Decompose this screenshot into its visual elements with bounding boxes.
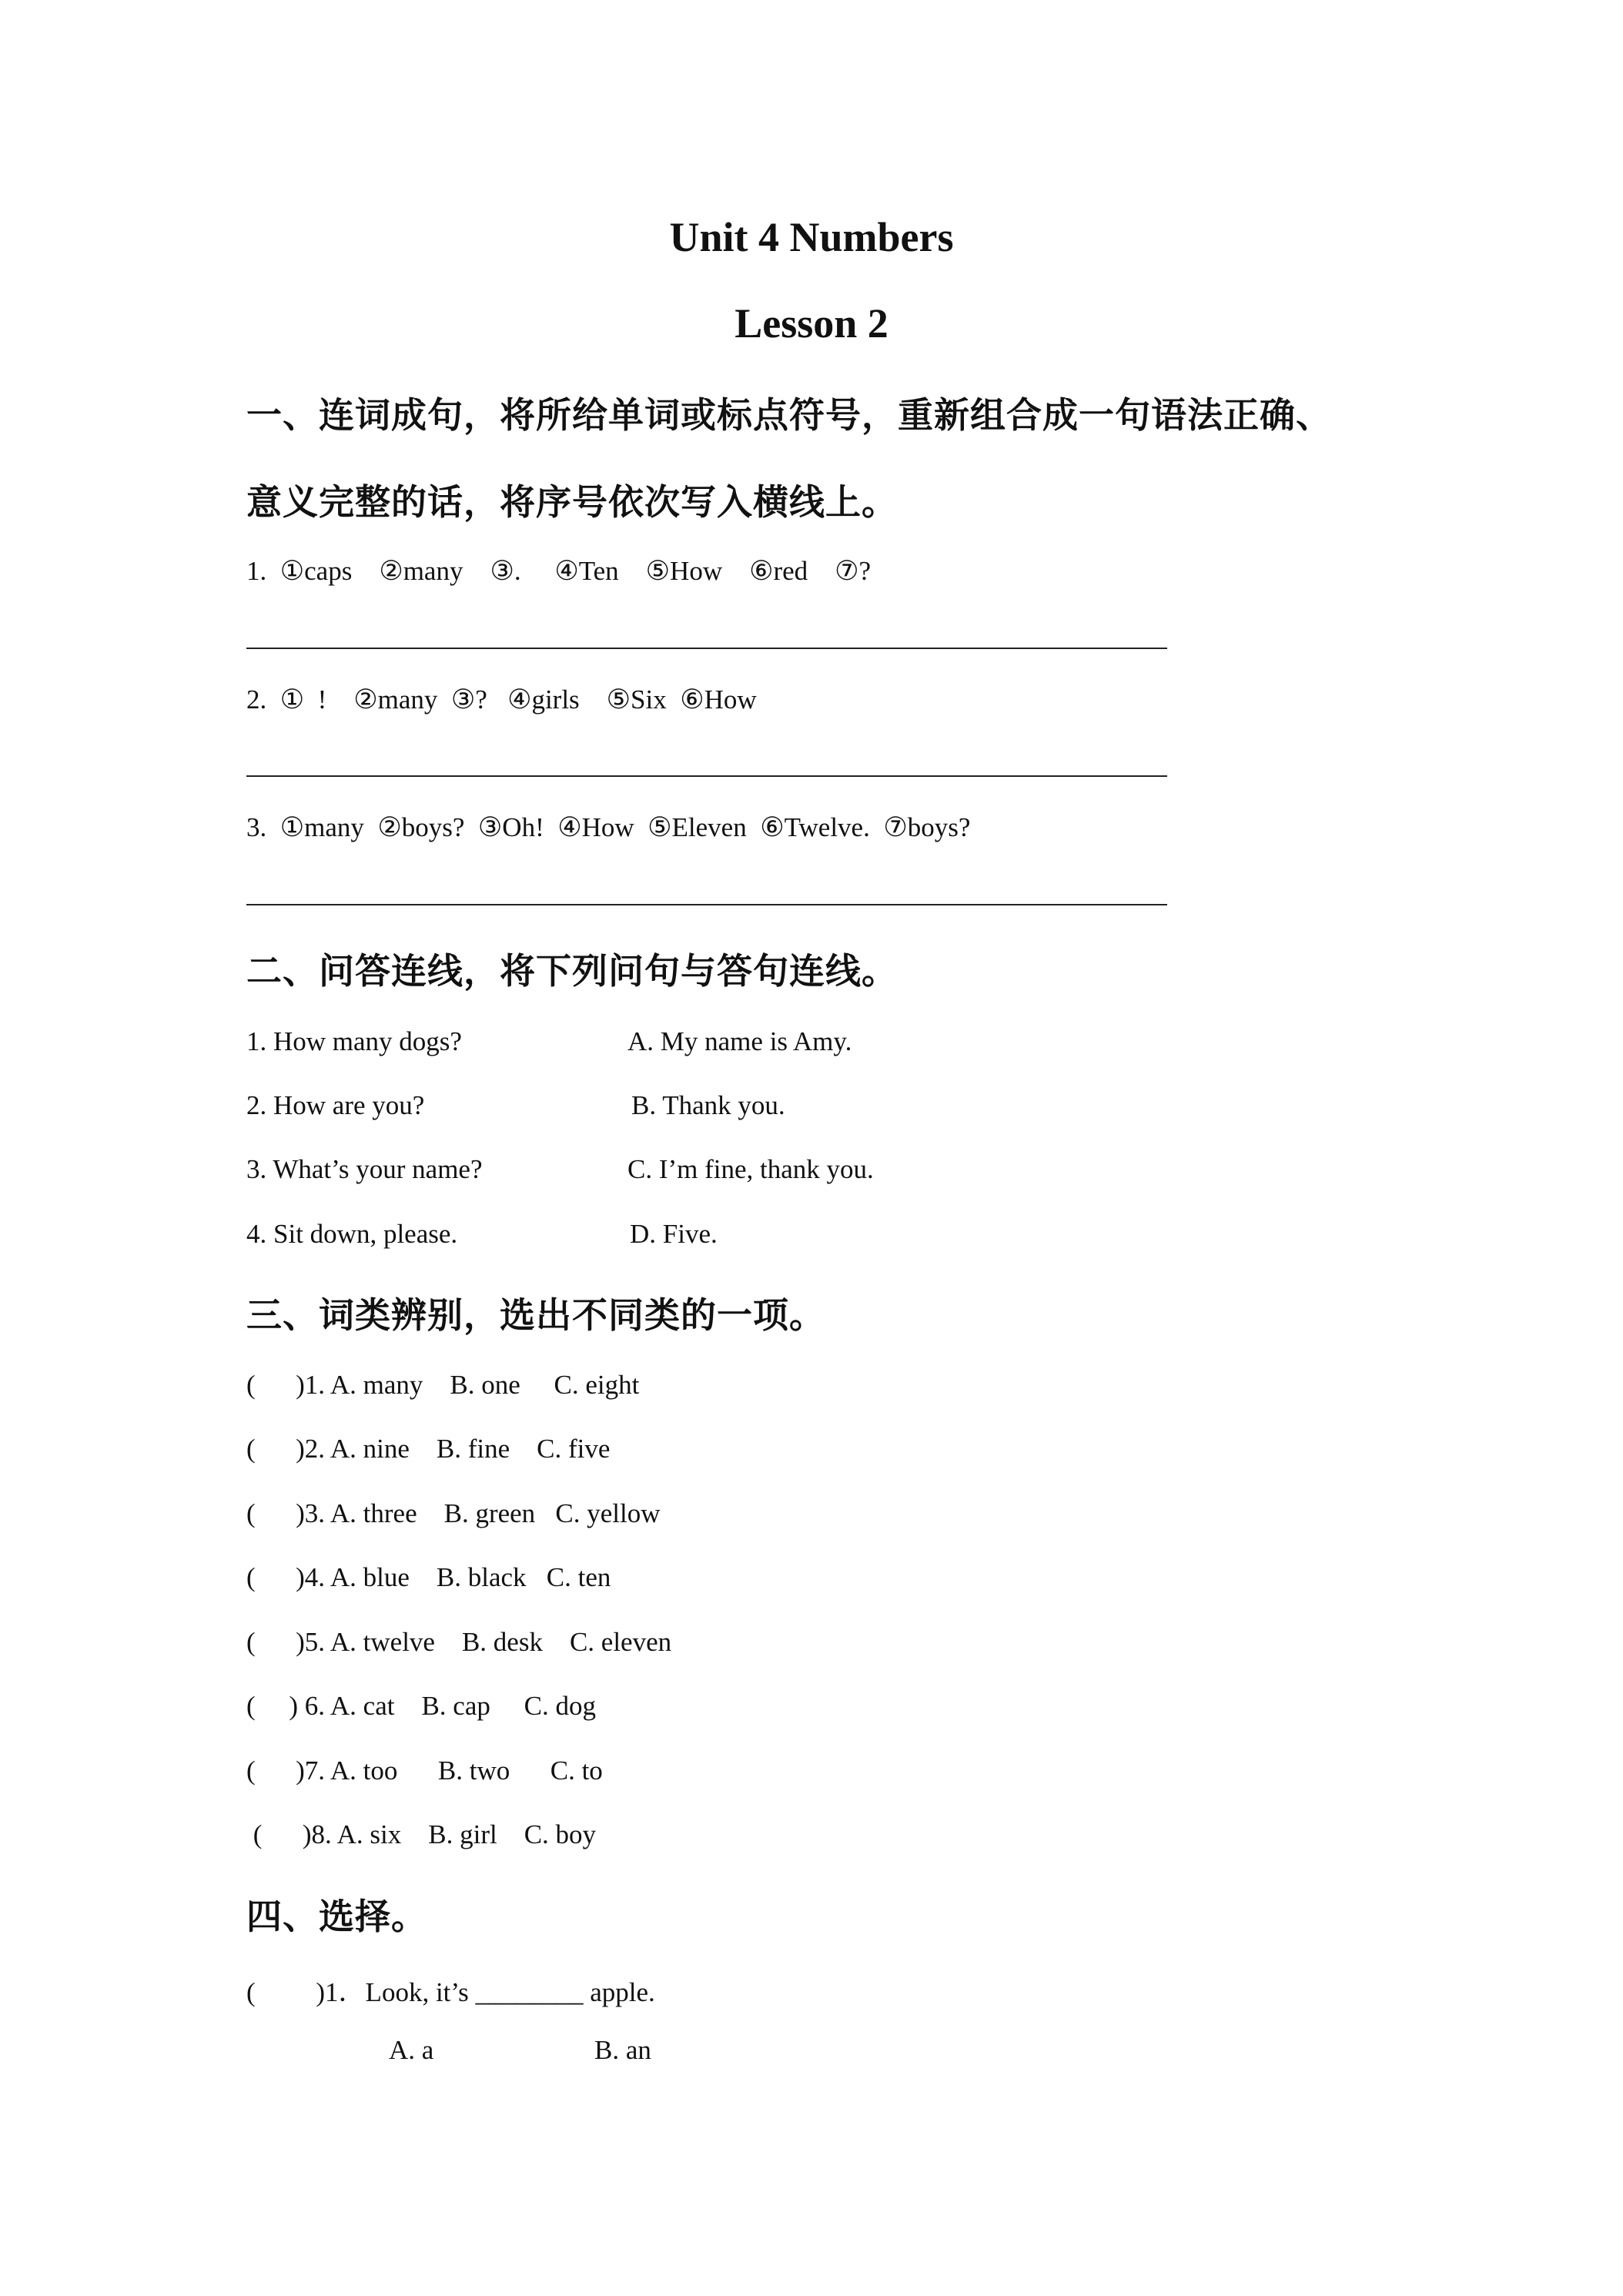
word-class-item-4: ( )4. A. blue B. black C. ten [246,1562,611,1592]
section3-heading: 三、词类辨别，选出不同类的一项。 [246,1294,825,1336]
word-class-item-3: ( )3. A. three B. green C. yellow [246,1498,661,1528]
match-question-2: 2. How are you? [246,1090,425,1120]
word-class-item-5: ( )5. A. twelve B. desk C. eleven [246,1627,672,1657]
answer-line-1[interactable] [246,648,1167,649]
choice-question-1: ( )1．Look, it’s ________ apple. [246,1977,655,2007]
section1-heading-line1: 一、连词成句，将所给单词或标点符号，重新组合成一句语法正确、 [246,394,1332,436]
match-answer-a: A. My name is Amy. [627,1026,852,1056]
page-title: Unit 4 Numbers [669,214,954,260]
reorder-item-3: 3. ①many ②boys? ③Oh! ④How ⑤Eleven ⑥Twelve. ⑦boys? [246,812,971,842]
match-question-3: 3. What’s your name? [246,1154,483,1184]
word-class-item-6: ( ) 6. A. cat B. cap C. dog [246,1691,596,1721]
answer-line-3[interactable] [246,904,1167,905]
match-answer-d: D. Five. [630,1219,718,1249]
section4-heading: 四、选择。 [246,1896,427,1937]
match-question-1: 1. How many dogs? [246,1026,462,1056]
word-class-item-1: ( )1. A. many B. one C. eight [246,1370,640,1400]
reorder-item-2: 2. ① ! ②many ③? ④girls ⑤Six ⑥How [246,684,757,715]
match-question-4: 4. Sit down, please. [246,1219,458,1249]
choice-option-a: A. a [389,2035,434,2065]
reorder-item-1: 1. ①caps ②many ③. ④Ten ⑤How ⑥red ⑦? [246,556,872,586]
word-class-item-2: ( )2. A. nine B. fine C. five [246,1434,611,1464]
match-answer-b: B. Thank you. [631,1090,785,1120]
match-answer-c: C. I’m fine, thank you. [627,1154,874,1184]
section2-heading: 二、问答连线，将下列问句与答句连线。 [246,950,898,992]
answer-line-2[interactable] [246,775,1167,777]
choice-option-b: B. an [594,2035,651,2065]
word-class-item-8: ( )8. A. six B. girl C. boy [246,1819,597,1849]
word-class-item-7: ( )7. A. too B. two C. to [246,1755,603,1786]
section1-heading-line2: 意义完整的话，将序号依次写入横线上。 [246,481,898,523]
page-subtitle: Lesson 2 [735,300,888,346]
